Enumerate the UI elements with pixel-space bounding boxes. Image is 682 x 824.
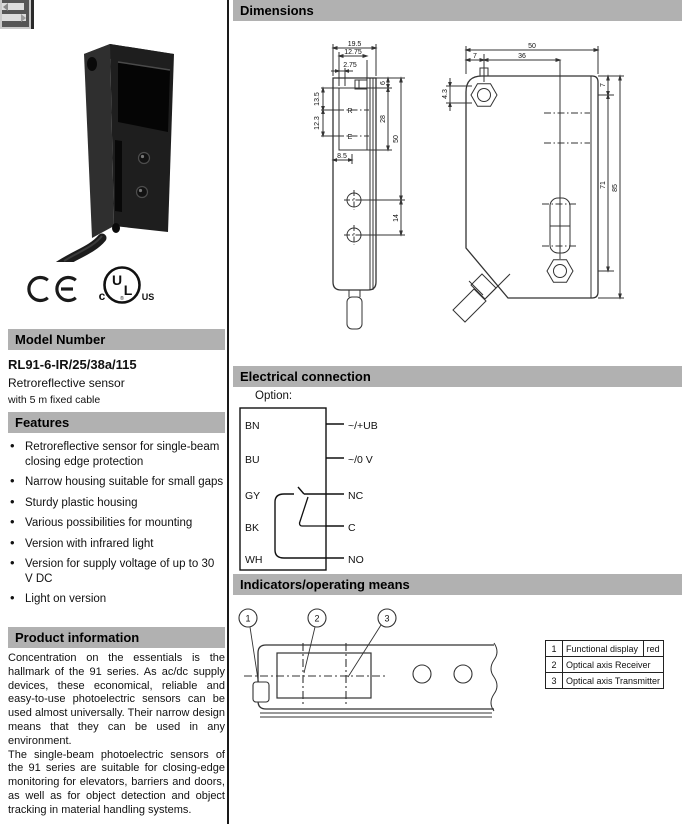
product-info-text [8,652,225,818]
dim-label: 12.75 [344,49,362,56]
model-number-header-label: Model Number [15,332,106,347]
dim-label: 13.5 [314,92,321,106]
model-description: Retroreflective sensor [8,376,125,390]
callout-number: 1 [245,613,251,624]
feature-item: • Narrow housing suitable for small gaps [8,475,225,490]
dim-label: 7 [473,53,477,60]
dim-label: 14 [393,214,400,222]
legend-label: Functional display [563,641,644,657]
ul-c-label: c [98,289,106,303]
dim-label: 85 [612,184,619,192]
product-photo [52,20,207,262]
wire-label: WH [245,554,263,566]
dim-label: 4.3 [442,89,449,99]
product-info-paragraph: The single-beam photoelectric sensors of the 91 series are suitable for closing-edge monitoring for elevators, barriers and doors, as well as for object detection and object tracking in material handling systems. [8,748,225,816]
legend-label: Optical axis Transmitter [563,673,664,689]
column-divider [227,0,229,824]
wire-label: BU [245,454,260,466]
dim-label: 36 [518,53,526,60]
electrical-header [233,366,682,387]
dim-label: 71 [600,181,607,189]
wire-label: BK [245,522,260,534]
feature-item: • Light on version [8,592,225,607]
table-row [546,641,664,657]
ul-l-letter: L [123,282,133,298]
feature-item: • Retroreflective sensor for single-beam closing edge protection [8,440,225,469]
axis-e-label: E [347,134,353,141]
axis-r-label: R [347,108,353,115]
terminal-label: ~/0 V [348,454,373,466]
dim-label: 7 [600,83,607,87]
indicators-header [233,574,682,595]
wiring-diagram [238,402,448,577]
feature-item: • Sturdy plastic housing [8,496,225,511]
ul-u-letter: U [111,272,123,288]
dim-label: 2.75 [343,62,357,69]
ul-us-label: US [141,292,155,302]
dim-label: 50 [393,135,400,143]
wire-label: GY [245,490,261,502]
indicators-header-label: Indicators/operating means [240,577,410,592]
wire-label: BN [245,420,260,432]
ul-registered-label: ® [120,296,124,302]
features-header [8,412,225,433]
dim-label: 28 [380,115,387,123]
dim-label: 19.5 [347,41,362,48]
product-info-header [8,627,225,648]
product-info-header-label: Product information [15,630,140,645]
indicators-drawing [236,598,546,743]
callout-number: 3 [384,613,390,624]
dim-label: 12.3 [314,116,321,130]
feature-item: • Various possibilities for mounting [8,516,225,531]
legend-label: Optical axis Receiver [563,657,664,673]
legend-number: 2 [546,657,563,673]
callout-number: 2 [314,613,320,624]
dimension-drawing-side [438,38,630,338]
dim-label: 8.5 [337,153,347,160]
legend-value: red [643,641,663,657]
ul-mark-icon [86,262,156,310]
option-label: Option: [255,390,293,402]
legend-number: 1 [546,641,563,657]
dim-label: 50 [528,43,536,50]
model-number-header [8,329,225,350]
model-number: RL91-6-IR/25/38a/115 [8,357,137,372]
arrow-right-icon[interactable] [21,14,26,22]
feature-item: • Version with infrared light [8,537,225,552]
dimensions-header-label: Dimensions [240,3,314,18]
terminal-label: ~/+UB [348,420,378,432]
terminal-label: NC [348,490,364,502]
terminal-label: NO [348,554,364,566]
product-info-paragraph: Concentration on the essentials is the hallmark of the 91 series. As ac/dc supply devices, these economical, reliable and easy-to-use photoelectric sensors can be used almost universally. Their narrow design means that they can be used in any environment. [8,652,225,747]
dimension-drawing-front [293,38,433,338]
feature-item: • Version for supply voltage of up to 30 V DC [8,557,225,586]
indicators-legend-table [545,640,664,689]
legend-number: 3 [546,673,563,689]
model-cable-note: with 5 m fixed cable [8,394,101,406]
dim-label: 6 [380,81,387,85]
features-list [8,440,225,613]
dimensions-header [233,0,682,21]
ce-mark-icon [24,270,80,308]
table-row [546,673,664,689]
terminal-label: C [348,522,356,534]
corner-widget[interactable] [0,0,34,29]
electrical-header-label: Electrical connection [240,369,371,384]
table-row [546,657,664,673]
features-header-label: Features [15,415,70,430]
arrow-left-icon[interactable] [3,3,8,11]
